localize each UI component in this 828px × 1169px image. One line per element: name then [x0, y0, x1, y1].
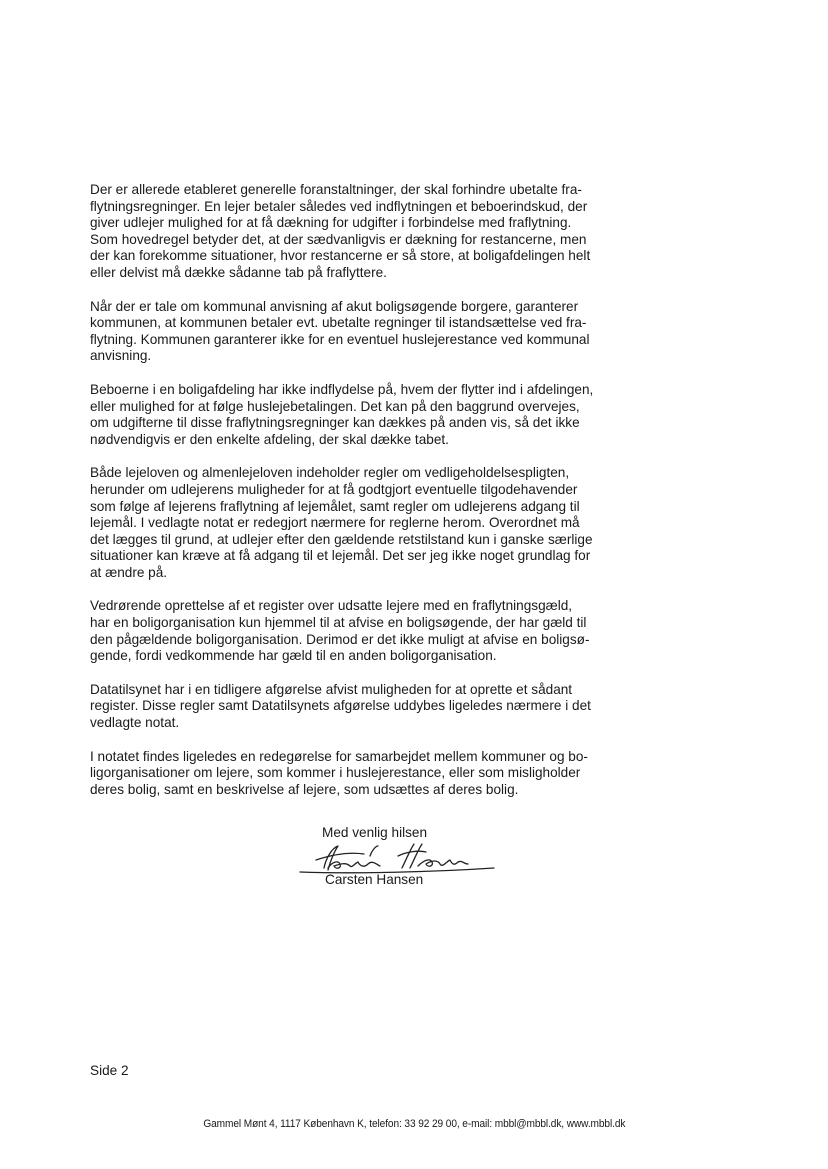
- text-line: giver udlejer mulighed for at få dækning for udgifter i forbindelse med fraflytning.: [90, 215, 572, 231]
- paragraph: [90, 682, 630, 732]
- text-line: Når der er tale om kommunal anvisning af akut boligsøgende borgere, garanterer: [90, 298, 579, 314]
- text-line: eller delvist må dække sådanne tab på fraflyttere.: [90, 264, 387, 280]
- text-line: om udgifterne til disse fraflytningsregninger kan dækkes på anden vis, så det ikke: [90, 415, 580, 431]
- text-line: Vedrørende oprettelse af et register over udsatte lejere med en fraflytningsgæld,: [90, 598, 573, 614]
- paragraph: [90, 465, 630, 581]
- text-line: nødvendigvis er den enkelte afdeling, der skal dække tabet.: [90, 431, 449, 447]
- text-line: lejemål. I vedlagte notat er redegjort nærmere for reglerne herom. Overordnet må: [90, 515, 580, 531]
- text-line: deres bolig, samt en beskrivelse af lejere, som udsættes af deres bolig.: [90, 781, 519, 797]
- text-line: gende, fordi vedkommende har gæld til en anden boligorganisation.: [90, 648, 497, 664]
- signer-name: Carsten Hansen: [325, 872, 424, 887]
- text-line: vedlagte notat.: [90, 715, 180, 731]
- text-line: at ændre på.: [90, 564, 168, 580]
- text-line: det lægges til grund, at udlejer efter den gældende retstilstand kun i ganske særlige: [90, 531, 593, 547]
- text-line: Både lejeloven og almenlejeloven indeholder regler om vedligeholdelsespligten,: [90, 465, 570, 481]
- letter-body: [90, 182, 630, 815]
- page-number: Side 2: [90, 1063, 129, 1078]
- text-line: flytning. Kommunen garanterer ikke for en eventuel huslejerestance ved kommunal: [90, 331, 590, 347]
- paragraph: [90, 598, 630, 664]
- text-line: Datatilsynet har i en tidligere afgørelse afvist muligheden for at oprette et sådant: [90, 681, 573, 697]
- letterhead-footer: [0, 1117, 828, 1131]
- text-line: den pågældende boligorganisation. Derimod er det ikke muligt at afvise en boligsø-: [90, 631, 590, 647]
- text-line: har en boligorganisation kun hjemmel til at afvise en boligsøgende, der har gæld til: [90, 615, 587, 631]
- text-line: I notatet findes ligeledes en redegørelse for samarbejdet mellem kommuner og bo-: [90, 748, 588, 764]
- text-line: ligorganisationer om lejere, som kommer i huslejerestance, eller som misligholder: [90, 765, 581, 781]
- text-line: kommunen, at kommunen betaler evt. ubetalte regninger til istandsættelse ved fra-: [90, 315, 587, 331]
- paragraph: [90, 182, 630, 282]
- footer-address: Gammel Mønt 4, 1117 København K, telefon: 33 92 29 00, e-mail: mbbl@mbbl.dk, www.mbbl.dk: [203, 1118, 625, 1130]
- text-line: Beboerne i en boligafdeling har ikke indflydelse på, hvem der flytter ind i afdelingen,: [90, 381, 594, 397]
- closing-salutation: Med venlig hilsen: [322, 825, 428, 840]
- text-line: situationer kan kræve at få adgang til et lejemål. Det ser jeg ikke noget grundlag for: [90, 548, 591, 564]
- text-line: register. Disse regler samt Datatilsynets afgørelse uddybes ligeledes nærmere i det: [90, 698, 591, 714]
- text-line: flytningsregninger. En lejer betaler således ved indflytningen et beboerindskud, der: [90, 198, 588, 214]
- text-line: som følge af lejerens fraflytning af lejemålet, samt regler om udlejerens adgang til: [90, 498, 580, 514]
- paragraph: [90, 382, 630, 448]
- text-line: der kan forekomme situationer, hvor restancerne er så store, at boligafdelingen helt: [90, 248, 591, 264]
- text-line: herunder om udlejerens muligheder for at få godtgjort eventuelle tilgodehavender: [90, 481, 578, 497]
- paragraph: [90, 299, 630, 365]
- paragraph: [90, 749, 630, 799]
- text-line: Der er allerede etableret generelle foranstaltninger, der skal forhindre ubetalte fra-: [90, 182, 582, 197]
- text-line: anvisning.: [90, 348, 152, 364]
- text-line: Som hovedregel betyder det, at der sædvanligvis er dækning for restancerne, men: [90, 231, 587, 247]
- text-line: eller mulighed for at følge huslejebetalingen. Det kan på den baggrund overvejes,: [90, 398, 580, 414]
